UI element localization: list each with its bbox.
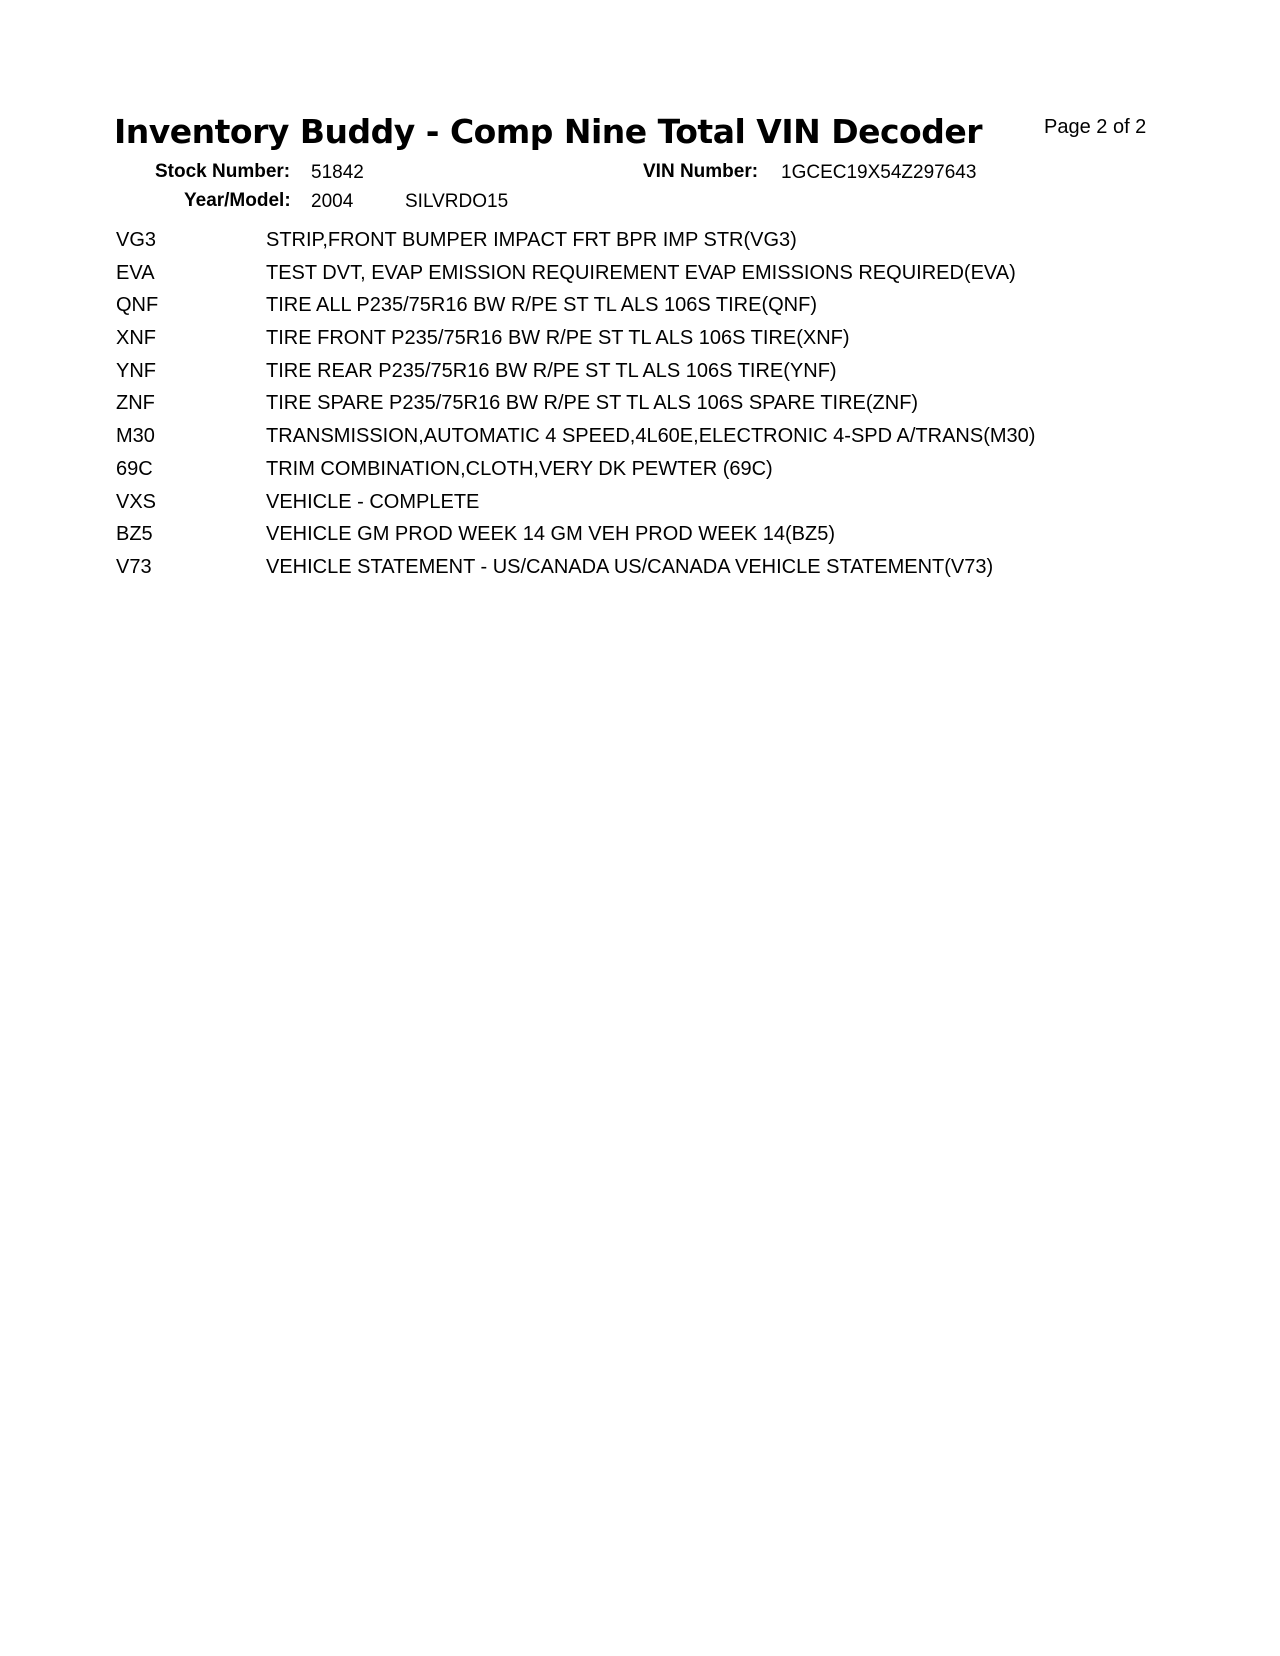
option-code: 69C [116, 457, 153, 480]
option-code: QNF [116, 294, 159, 317]
option-code: XNF [116, 327, 156, 350]
year-value: 2004 [311, 191, 354, 212]
option-description: TIRE REAR P235/75R16 BW R/PE ST TL ALS 106S TIRE(YNF) [266, 359, 837, 382]
option-row [116, 294, 1216, 327]
stock-number-value: 51842 [311, 162, 364, 183]
option-description: TEST DVT, EVAP EMISSION REQUIREMENT EVAP EMISSIONS REQUIRED(EVA) [266, 261, 1016, 284]
option-description: STRIP,FRONT BUMPER IMPACT FRT BPR IMP STR(VG3) [266, 229, 797, 251]
option-list [116, 229, 1216, 589]
option-code: BZ5 [116, 523, 153, 546]
option-code: VG3 [116, 229, 157, 251]
option-code: VXS [116, 490, 157, 513]
option-row [116, 262, 1216, 295]
option-description: TRIM COMBINATION,CLOTH,VERY DK PEWTER (69C) [266, 457, 773, 480]
option-description: TRANSMISSION,AUTOMATIC 4 SPEED,4L60E,ELECTRONIC 4-SPD A/TRANS(M30) [266, 425, 1036, 448]
option-row [116, 458, 1216, 491]
option-description: TIRE FRONT P235/75R16 BW R/PE ST TL ALS 106S TIRE(XNF) [266, 327, 850, 350]
vin-number-value: 1GCEC19X54Z297643 [781, 162, 977, 183]
vin-number-label: VIN Number: [643, 161, 759, 182]
option-description: VEHICLE GM PROD WEEK 14 GM VEH PROD WEEK 14(BZ5) [266, 523, 836, 546]
option-row [116, 392, 1216, 425]
option-description: TIRE ALL P235/75R16 BW R/PE ST TL ALS 106S TIRE(QNF) [266, 294, 817, 317]
option-row [116, 491, 1216, 524]
model-value: SILVRDO15 [405, 191, 509, 212]
stock-number-label: Stock Number: [155, 161, 291, 182]
option-row [116, 327, 1216, 360]
year-model-label: Year/Model: [184, 190, 291, 211]
option-description: VEHICLE STATEMENT - US/CANADA US/CANADA VEHICLE STATEMENT(V73) [266, 555, 994, 578]
option-row [116, 229, 1216, 262]
option-row [116, 425, 1216, 458]
option-code: ZNF [116, 392, 155, 415]
option-code: YNF [116, 359, 156, 382]
option-description: VEHICLE - COMPLETE [266, 490, 480, 513]
document-title: Inventory Buddy - Comp Nine Total VIN Decoder [114, 112, 982, 151]
option-code: EVA [116, 261, 155, 284]
option-row [116, 360, 1216, 393]
page-number: Page 2 of 2 [1044, 116, 1147, 138]
option-code: V73 [116, 555, 152, 578]
option-code: M30 [116, 425, 155, 448]
option-description: TIRE SPARE P235/75R16 BW R/PE ST TL ALS 106S SPARE TIRE(ZNF) [266, 392, 919, 415]
option-row [116, 556, 1216, 589]
option-row [116, 523, 1216, 556]
